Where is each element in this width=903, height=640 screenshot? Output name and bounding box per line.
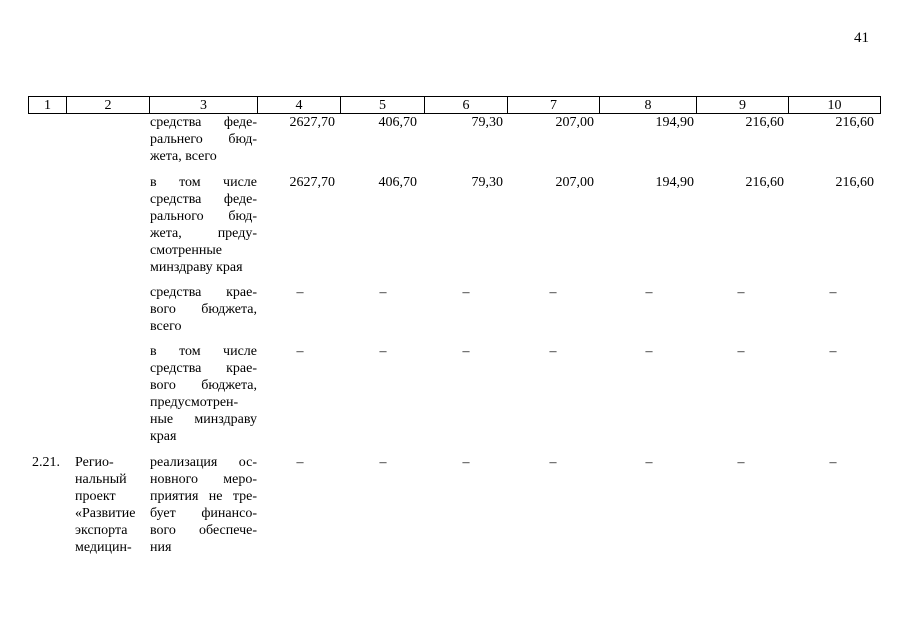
value-col-7: 207,00	[555, 115, 594, 130]
page-number: 41	[854, 30, 869, 46]
value-col-8: –	[645, 455, 653, 470]
value-col-7: –	[549, 344, 557, 359]
value-col-9: 216,60	[745, 175, 784, 190]
value-col-6: 79,30	[471, 115, 503, 130]
value-col-5: –	[379, 344, 387, 359]
value-col-8: –	[645, 285, 653, 300]
value-col-10: –	[829, 455, 837, 470]
value-col-6: –	[462, 455, 470, 470]
value-col-4: –	[296, 285, 304, 300]
value-col-9: 216,60	[745, 115, 784, 130]
column-header: 2	[67, 97, 150, 114]
value-col-8: 194,90	[655, 175, 694, 190]
value-col-4: 2627,70	[289, 175, 335, 190]
value-col-5: –	[379, 285, 387, 300]
value-col-6: 79,30	[471, 175, 503, 190]
value-col-4: –	[296, 344, 304, 359]
row-description: в том числе средства крае-вого бюджета, предусмотрен-ные минздраву края	[150, 344, 257, 444]
value-col-9: –	[737, 344, 745, 359]
value-col-5: 406,70	[378, 175, 417, 190]
value-col-10: –	[829, 344, 837, 359]
value-col-8: 194,90	[655, 115, 694, 130]
value-col-5: 406,70	[378, 115, 417, 130]
row-description: средства крае-вого бюджета, всего	[150, 285, 257, 334]
column-header: 9	[697, 97, 789, 114]
value-col-6: –	[462, 344, 470, 359]
value-col-7: 207,00	[555, 175, 594, 190]
value-col-10: 216,60	[835, 175, 874, 190]
row-description: в том числе средства феде-рального бюд-жета, преду-смотренные минздраву края	[150, 175, 257, 275]
column-header: 4	[258, 97, 341, 114]
value-col-7: –	[549, 455, 557, 470]
item-name: Регио-нальный проект «Развитие экспорта медицин-	[75, 455, 136, 555]
column-header: 6	[425, 97, 508, 114]
column-header-row	[28, 96, 881, 114]
row-description: средства феде-ральнего бюд-жета, всего	[150, 115, 257, 164]
value-col-10: –	[829, 285, 837, 300]
value-col-9: –	[737, 455, 745, 470]
item-number: 2.21.	[32, 455, 60, 470]
value-col-10: 216,60	[835, 115, 874, 130]
column-header: 1	[29, 97, 67, 114]
value-col-7: –	[549, 285, 557, 300]
value-col-5: –	[379, 455, 387, 470]
column-header: 7	[508, 97, 600, 114]
column-header: 3	[150, 97, 258, 114]
column-header: 5	[341, 97, 425, 114]
value-col-4: 2627,70	[289, 115, 335, 130]
column-header: 10	[789, 97, 881, 114]
row-description: реализация ос-новного меро-приятия не тре-бует финансо-вого обеспече-ния	[150, 455, 257, 555]
value-col-9: –	[737, 285, 745, 300]
value-col-6: –	[462, 285, 470, 300]
value-col-4: –	[296, 455, 304, 470]
value-col-8: –	[645, 344, 653, 359]
column-header: 8	[600, 97, 697, 114]
